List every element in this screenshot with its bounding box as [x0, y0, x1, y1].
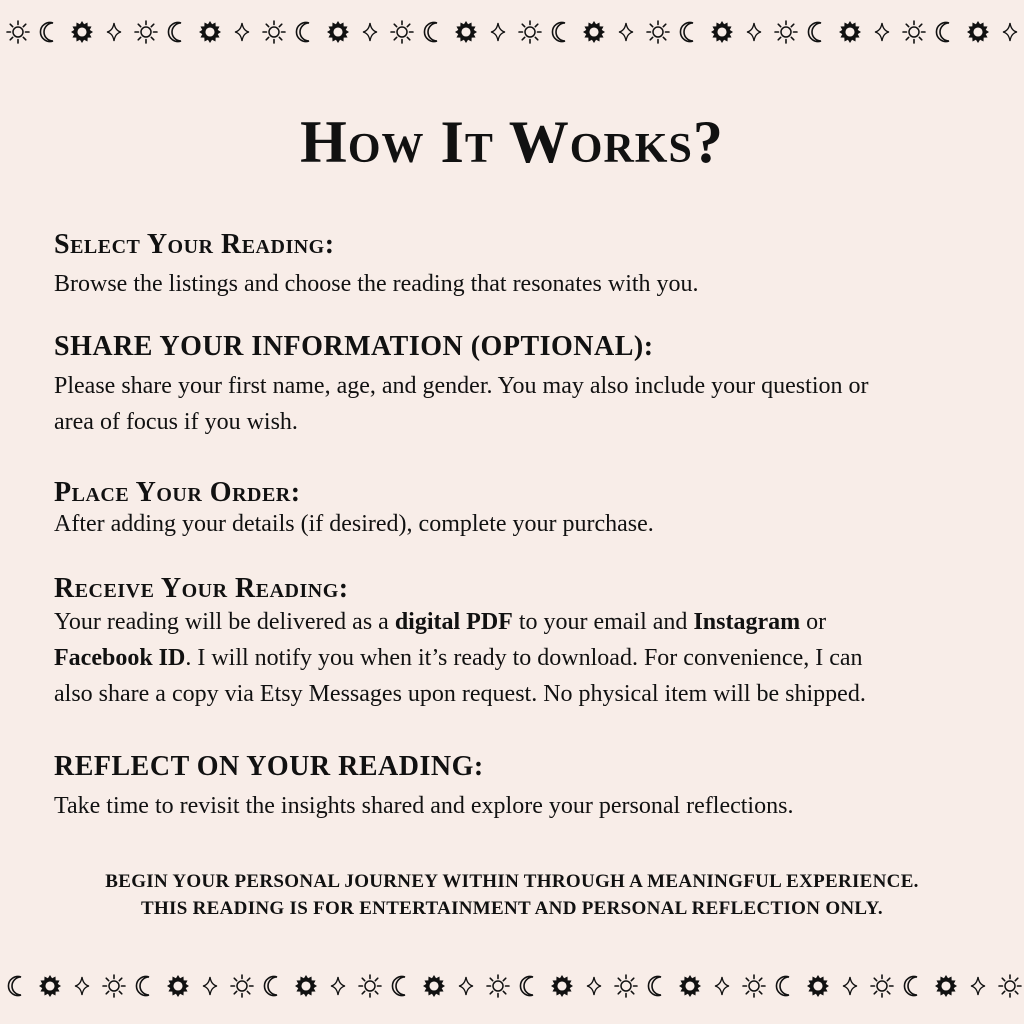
step-heading: SHARE YOUR INFORMATION (OPTIONAL):	[54, 331, 654, 362]
sun-outline-icon	[135, 21, 157, 43]
sparkle-icon	[491, 23, 505, 41]
step-description: Browse the listings and choose the reading that resonates with you.	[54, 271, 699, 297]
sparkle-icon	[843, 977, 857, 995]
emphasis-facebook-id: Facebook ID	[54, 645, 186, 671]
crescent-moon-icon	[424, 23, 437, 42]
sun-outline-icon	[743, 975, 765, 997]
sparkle-icon	[971, 977, 985, 995]
step-heading: Place Your Order:	[54, 477, 301, 508]
sparkle-icon	[363, 23, 377, 41]
sparkle-icon	[1003, 23, 1017, 41]
sun-outline-icon	[999, 975, 1021, 997]
description-text: Your reading will be delivered as a	[54, 609, 395, 635]
crescent-moon-icon	[936, 23, 949, 42]
sparkle-icon	[875, 23, 889, 41]
sun-outline-icon	[231, 975, 253, 997]
description-text: to your email and	[512, 609, 694, 635]
crescent-moon-icon	[168, 23, 181, 42]
crescent-moon-icon	[552, 23, 565, 42]
description-line: area of focus if you wish.	[54, 409, 298, 435]
sun-bold-icon	[71, 21, 93, 43]
step-heading: REFLECT ON YOUR READING:	[54, 751, 484, 782]
sparkle-icon	[619, 23, 633, 41]
crescent-moon-icon	[8, 977, 21, 996]
top-decorative-border	[0, 18, 1024, 46]
sun-outline-icon	[391, 21, 413, 43]
sun-outline-icon	[7, 21, 29, 43]
footer-line: BEGIN YOUR PERSONAL JOURNEY WITHIN THROUGH A MEANINGFUL EXPERIENCE.	[105, 871, 919, 892]
sun-outline-icon	[487, 975, 509, 997]
step-description: Take time to revisit the insights shared and explore your personal reflections.	[54, 793, 794, 819]
sun-bold-icon	[39, 975, 61, 997]
sun-bold-icon	[199, 21, 221, 43]
celestial-icon-row	[0, 972, 1024, 1000]
description-text: also share a copy via Etsy Messages upon request. No physical item will be shipped.	[54, 681, 866, 707]
step-description	[54, 368, 994, 440]
sun-outline-icon	[103, 975, 125, 997]
crescent-moon-icon	[40, 23, 53, 42]
step-description: After adding your details (if desired), complete your purchase.	[54, 511, 654, 537]
sun-bold-icon	[935, 975, 957, 997]
sun-outline-icon	[871, 975, 893, 997]
sun-outline-icon	[519, 21, 541, 43]
sun-outline-icon	[647, 21, 669, 43]
sparkle-icon	[203, 977, 217, 995]
step-heading: Select Your Reading:	[54, 229, 335, 260]
sun-bold-icon	[839, 21, 861, 43]
sun-bold-icon	[551, 975, 573, 997]
sun-bold-icon	[967, 21, 989, 43]
step-select-reading	[54, 228, 994, 302]
sun-bold-icon	[327, 21, 349, 43]
sun-bold-icon	[679, 975, 701, 997]
sun-outline-icon	[615, 975, 637, 997]
footer-disclaimer	[0, 868, 1024, 922]
crescent-moon-icon	[680, 23, 693, 42]
crescent-moon-icon	[648, 977, 661, 996]
emphasis-instagram: Instagram	[693, 609, 801, 635]
crescent-moon-icon	[264, 977, 277, 996]
sun-bold-icon	[295, 975, 317, 997]
sun-bold-icon	[807, 975, 829, 997]
description-text: . I will notify you when it’s ready to download. For convenience, I can	[185, 645, 863, 671]
sun-outline-icon	[359, 975, 381, 997]
sun-outline-icon	[263, 21, 285, 43]
celestial-icon-row	[0, 18, 1024, 46]
bottom-decorative-border	[0, 972, 1024, 1000]
sun-bold-icon	[455, 21, 477, 43]
sparkle-icon	[587, 977, 601, 995]
sparkle-icon	[715, 977, 729, 995]
emphasis-digital-pdf: digital PDF	[394, 609, 513, 635]
sun-bold-icon	[583, 21, 605, 43]
sun-outline-icon	[903, 21, 925, 43]
page-title: How It Works?	[300, 109, 724, 175]
step-reflect-reading	[54, 750, 994, 824]
step-heading: Receive Your Reading:	[54, 573, 349, 604]
crescent-moon-icon	[136, 977, 149, 996]
description-text: or	[800, 609, 827, 635]
crescent-moon-icon	[520, 977, 533, 996]
sparkle-icon	[747, 23, 761, 41]
sparkle-icon	[459, 977, 473, 995]
crescent-moon-icon	[296, 23, 309, 42]
step-place-order	[54, 476, 994, 542]
sparkle-icon	[107, 23, 121, 41]
crescent-moon-icon	[808, 23, 821, 42]
crescent-moon-icon	[776, 977, 789, 996]
step-receive-reading	[54, 572, 994, 712]
crescent-moon-icon	[392, 977, 405, 996]
step-share-information	[54, 330, 994, 440]
description-line: Please share your first name, age, and gender. You may also include your question or	[54, 373, 869, 399]
sparkle-icon	[235, 23, 249, 41]
sun-bold-icon	[167, 975, 189, 997]
sparkle-icon	[75, 977, 89, 995]
footer-line: THIS READING IS FOR ENTERTAINMENT AND PERSONAL REFLECTION ONLY.	[141, 898, 883, 919]
crescent-moon-icon	[904, 977, 917, 996]
sparkle-icon	[331, 977, 345, 995]
step-description	[54, 604, 994, 712]
sun-bold-icon	[423, 975, 445, 997]
sun-bold-icon	[711, 21, 733, 43]
sun-outline-icon	[775, 21, 797, 43]
